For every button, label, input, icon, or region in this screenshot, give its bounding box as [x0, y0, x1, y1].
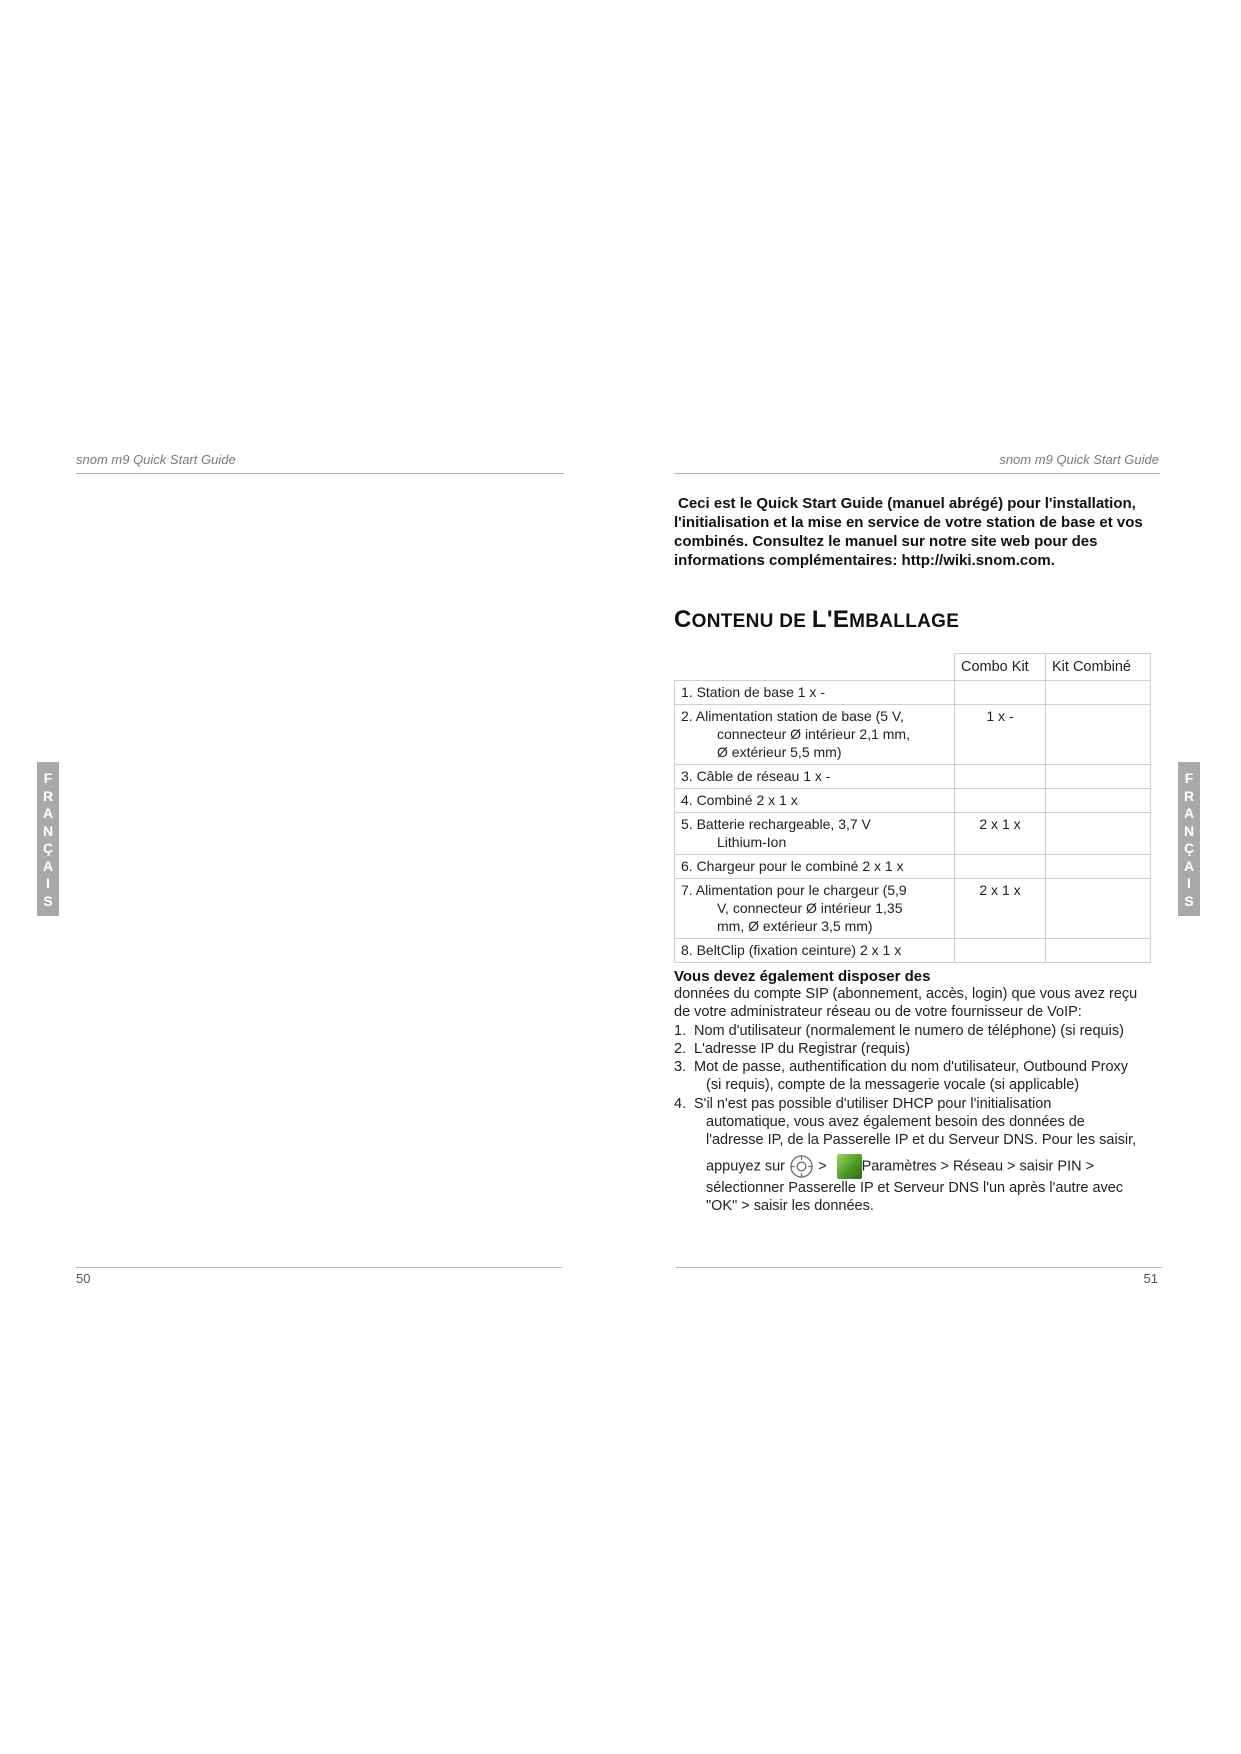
left-footer-rule	[76, 1267, 562, 1268]
table-row: 5. Batterie rechargeable, 3,7 V Lithium-Ion 2 x 1 x	[675, 813, 1151, 855]
side-tab-letter: A	[1183, 857, 1195, 874]
side-tab-letter: A	[42, 857, 54, 874]
table-header-cell: Combo Kit	[955, 654, 1046, 681]
navigation-key-icon	[789, 1154, 814, 1179]
list-item: 2. L'adresse IP du Registrar (requis)	[674, 1040, 911, 1057]
side-tab-letter: F	[1184, 770, 1194, 786]
list-item: 1. Nom d'utilisateur (normalement le numero de téléphone) (si requis)	[674, 1022, 1124, 1039]
table-header-cell: Kit Combiné	[1046, 654, 1151, 681]
left-running-header: snom m9 Quick Start Guide	[76, 452, 236, 467]
section-title: CONTENU DE L'EMBALLAGE	[674, 606, 960, 633]
side-tab-letter: R	[42, 787, 54, 804]
side-tab-letter: S	[43, 892, 53, 909]
table-header-cell	[675, 654, 955, 681]
settings-app-icon	[837, 1154, 862, 1179]
table-row: 8. BeltClip (fixation ceinture) 2 x 1 x	[675, 939, 1151, 963]
side-tab-right	[1178, 762, 1200, 916]
side-tab-letter: A	[1183, 805, 1195, 821]
side-tab-letter: Ç	[1183, 840, 1195, 856]
side-tab-letter: I	[46, 875, 50, 891]
right-header-rule	[674, 473, 1160, 474]
table-row: 2. Alimentation station de base (5 V, connecteur Ø intérieur 2,1 mm, Ø extérieur 5,5 mm) 1 x -	[675, 705, 1151, 765]
list-item: 3. Mot de passe, authentification du nom d'utilisateur, Outbound Proxy (si requis), compte de la messagerie vocale (si applicable)	[674, 1059, 1129, 1094]
table-header-row	[675, 654, 1151, 681]
side-tab-left	[37, 762, 59, 916]
package-contents-table	[674, 653, 1151, 963]
right-running-header: snom m9 Quick Start Guide	[999, 452, 1159, 467]
requirements-section	[674, 968, 1174, 1215]
right-footer-rule	[676, 1267, 1162, 1268]
side-tab-letter: S	[1184, 892, 1194, 909]
table-row: 4. Combiné 2 x 1 x	[675, 789, 1151, 813]
table-row: 3. Câble de réseau 1 x -	[675, 765, 1151, 789]
requirements-title: Vous devez également disposer des	[674, 968, 931, 985]
intro-paragraph: Ceci est le Quick Start Guide (manuel abrégé) pour l'installation, l'initialisation et la mise en service de votre station de base et vos combinés. Consultez le manuel sur notre site web pour des informations complémentaires: http://wiki.snom.com.	[674, 495, 1143, 569]
side-tab-letter: Ç	[42, 840, 54, 856]
side-tab-letter: N	[42, 822, 54, 839]
side-tab-letter: I	[1187, 875, 1191, 891]
table-row: 6. Chargeur pour le combiné 2 x 1 x	[675, 855, 1151, 879]
side-tab-letter: A	[42, 805, 54, 821]
right-page-number: 51	[1143, 1271, 1158, 1286]
requirements-body: données du compte SIP (abonnement, accès, login) que vous avez reçu de votre administrateur réseau ou de votre fournisseur de VoIP: 1. Nom d'utilisateur (normalement le numero de téléphone) (si requis) 2. L'adresse IP du Registrar (requis) 3. Mot de passe, authentification du nom d'utilisateur, Outbound Proxy (si requis), compte de la messagerie vocale (si applicable) 4. S'il n'est pas possible d'utiliser DHCP pour l'initialisation automatique, vous avez également besoin des données de l'adresse IP, de la Passerelle IP et du Serveur DNS. Pour les saisir, appuyez sur > Paramètres > Réseau > saisir PIN > sélectionner Passerelle IP et Serveur DNS l'un après l'autre avec "OK" > saisir les données.	[674, 985, 1174, 1215]
left-page-number: 50	[76, 1271, 91, 1286]
list-item: 4. S'il n'est pas possible d'utiliser DHCP pour l'initialisation automatique, vous avez également besoin des données de l'adresse IP, de la Passerelle IP et du Serveur DNS. Pour les saisir, appuyez sur > Paramètres > Réseau > saisir PIN > sélectionner Passerelle IP et Serveur DNS l'un après l'autre avec "OK" > saisir les données.	[674, 1095, 1137, 1214]
left-header-rule	[76, 473, 564, 474]
side-tab-letter: F	[43, 770, 53, 786]
table-row: 7. Alimentation pour le chargeur (5,9 V, connecteur Ø intérieur 1,35 mm, Ø extérieur 3,5 mm) 2 x 1 x	[675, 879, 1151, 939]
table-row: 1. Station de base 1 x -	[675, 681, 1151, 705]
side-tab-letter: N	[1183, 822, 1195, 839]
side-tab-letter: R	[1183, 787, 1195, 804]
